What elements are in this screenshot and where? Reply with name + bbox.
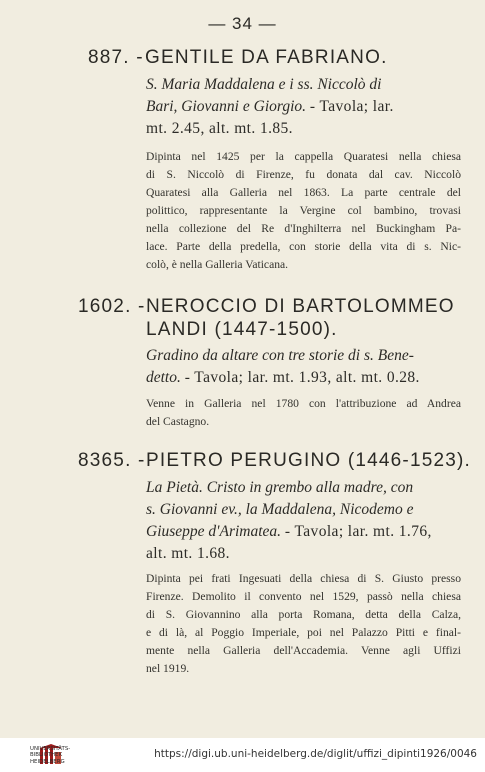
entry-number: 1602. - — [78, 296, 146, 317]
title-line-with-medium: Bari, Giovanni e Giorgio. - Tavola; lar. — [146, 98, 394, 115]
page-number: — 34 — — [208, 14, 277, 33]
entry-number: 8365. - — [78, 450, 146, 471]
title-line: s. Giovanni ev., la Maddalena, Nicodemo e — [146, 501, 414, 518]
artist-name: NEROCCIO DI BARTOLOMMEO — [146, 296, 455, 317]
dimensions: alt. mt. 1.68. — [146, 545, 230, 562]
description-line: polittico, rappresentante la Vergine col bambino, trovasi — [146, 204, 461, 217]
description-line: lace. Parte della predella, con storie della vita di s. Nic- — [146, 240, 461, 253]
description-line: Quaratesi alla Galleria nel 1863. La parte centrale del — [146, 186, 461, 199]
title-line: S. Maria Maddalena e i ss. Niccolò di — [146, 76, 382, 93]
title-line: Gradino da altare con tre storie di s. Bene- — [146, 347, 414, 364]
library-logo-text: UNIVERSITÄTS- BIBLIOTHEK HEIDELBERG — [30, 746, 71, 765]
dimensions: mt. 2.45, alt. mt. 1.85. — [146, 120, 293, 137]
description-line: del Castagno. — [146, 415, 210, 428]
description-line: mente nella Galleria dell'Accademia. Venne agli Uffizi — [146, 644, 461, 657]
title-line: La Pietà. Cristo in grembo alla madre, con — [146, 479, 414, 496]
description-line: nella collezione del Re d'Inghilterra nel Buckingham Pa- — [146, 222, 461, 235]
entry-887-description — [146, 148, 461, 274]
entry-8365-title — [146, 477, 461, 565]
description-line: nel 1919. — [146, 662, 190, 675]
artist-name: PIETRO PERUGINO (1446-1523). — [146, 450, 472, 471]
description-line: colò, è nella Galleria Vaticana. — [146, 258, 289, 271]
description-line: di S. Giovannino alla porta Romana, detta della Calza, — [146, 608, 461, 621]
title-line-with-medium: detto. - Tavola; lar. mt. 1.93, alt. mt. 0.28. — [146, 369, 420, 386]
entry-1602-title — [146, 345, 461, 389]
description-line: Dipinta nel 1425 per la cappella Quaratesi nella chiesa — [146, 150, 461, 163]
entry-887-title — [146, 74, 461, 140]
description-line: e di là, al Poggio Imperiale, poi nel Palazzo Pitti e final- — [146, 626, 461, 639]
description-line: di S. Niccolò di Firenze, fu donata dal cav. Niccolò — [146, 168, 461, 181]
entry-number: 887. - — [88, 47, 144, 68]
description-line: Firenze. Demolito il convento nel 1529, passò nella chiesa — [146, 590, 461, 603]
title-line-with-medium: Giuseppe d'Arimatea. - Tavola; lar. mt. 1.76, — [146, 523, 432, 540]
artist-name-continued: LANDI (1447-1500). — [146, 319, 338, 340]
source-url-link[interactable]: https://digi.ub.uni-heidelberg.de/diglit/uffizi_dipinti1926/0046 — [154, 748, 477, 760]
entry-8365-description — [146, 570, 461, 678]
description-line: Venne in Galleria nel 1780 con l'attribuzione ad Andrea — [146, 397, 461, 410]
entry-1602-description — [146, 395, 461, 431]
artist-name: GENTILE DA FABRIANO. — [145, 47, 388, 68]
description-line: Dipinta pei frati Ingesuati della chiesa di S. Giusto presso — [146, 572, 461, 585]
